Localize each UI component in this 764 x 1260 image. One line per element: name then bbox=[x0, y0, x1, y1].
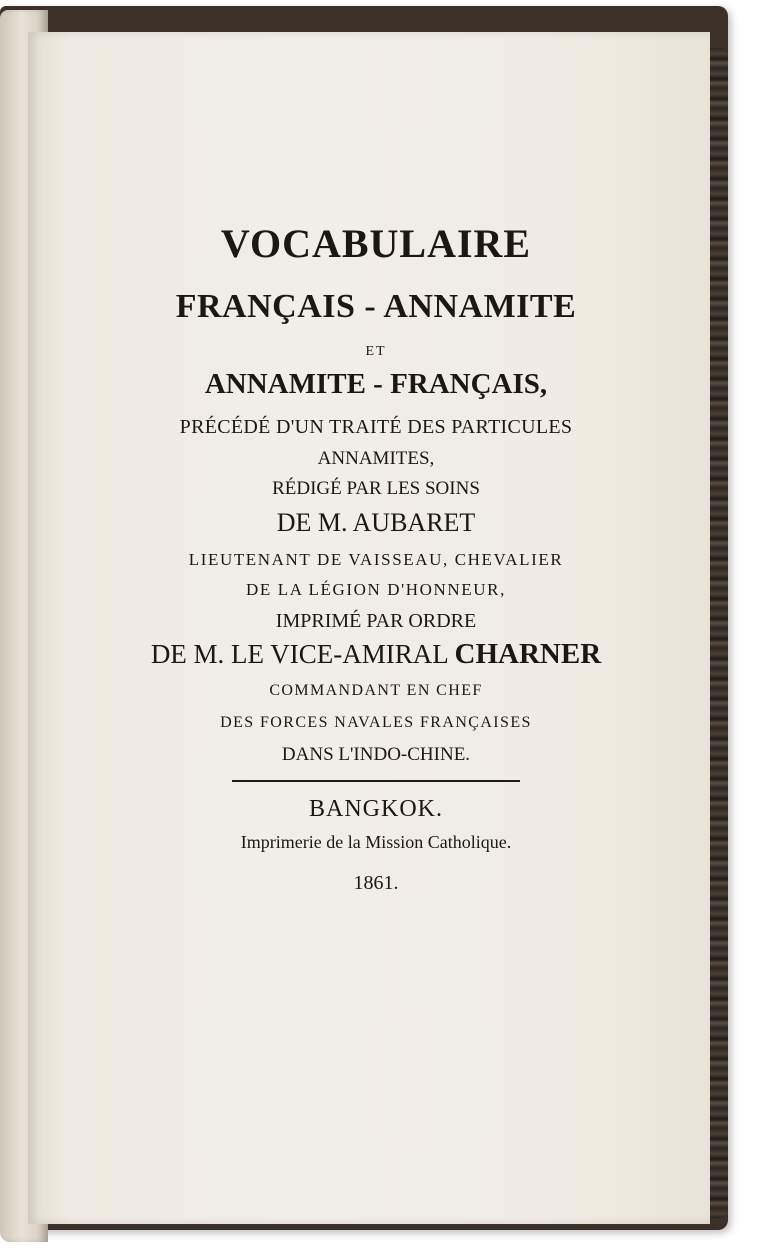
subtitle-annamite-french: ANNAMITE - FRANÇAIS, bbox=[204, 368, 548, 400]
subtitle-french-annamite: FRANÇAIS - ANNAMITE bbox=[175, 288, 577, 325]
naval-forces: DES FORCES NAVALES FRANÇAISES bbox=[220, 714, 532, 731]
preceded-line: PRÉCÉDÉ D'UN TRAITÉ DES PARTICULES bbox=[179, 416, 573, 438]
horizontal-rule bbox=[232, 780, 520, 782]
title-text-block bbox=[146, 32, 606, 932]
imprint-city: BANGKOK. bbox=[309, 796, 443, 822]
author-name: DE M. AUBARET bbox=[276, 508, 476, 537]
author-rank: LIEUTENANT DE VAISSEAU, CHEVALIER bbox=[188, 550, 564, 569]
imprint-year: 1861. bbox=[353, 872, 399, 894]
commander-prefix: DE M. LE VICE-AMIRAL bbox=[150, 639, 448, 669]
region-line: DANS L'INDO-CHINE. bbox=[281, 744, 471, 765]
conjunction-et: ET bbox=[365, 344, 387, 359]
printed-by-order: IMPRIMÉ PAR ORDRE bbox=[275, 610, 477, 632]
author-honor: DE LA LÉGION D'HONNEUR, bbox=[246, 580, 506, 599]
commander-role: COMMANDANT EN CHEF bbox=[269, 682, 483, 699]
preceded-continuation: ANNAMITES, bbox=[317, 448, 435, 469]
commander-line bbox=[146, 638, 606, 671]
title-page bbox=[28, 32, 710, 1224]
commander-name: CHARNER bbox=[454, 638, 602, 670]
imprint-printer: Imprimerie de la Mission Catholique. bbox=[240, 832, 512, 852]
edited-line: RÉDIGÉ PAR LES SOINS bbox=[272, 478, 480, 499]
book-title: VOCABULAIRE bbox=[220, 221, 532, 266]
